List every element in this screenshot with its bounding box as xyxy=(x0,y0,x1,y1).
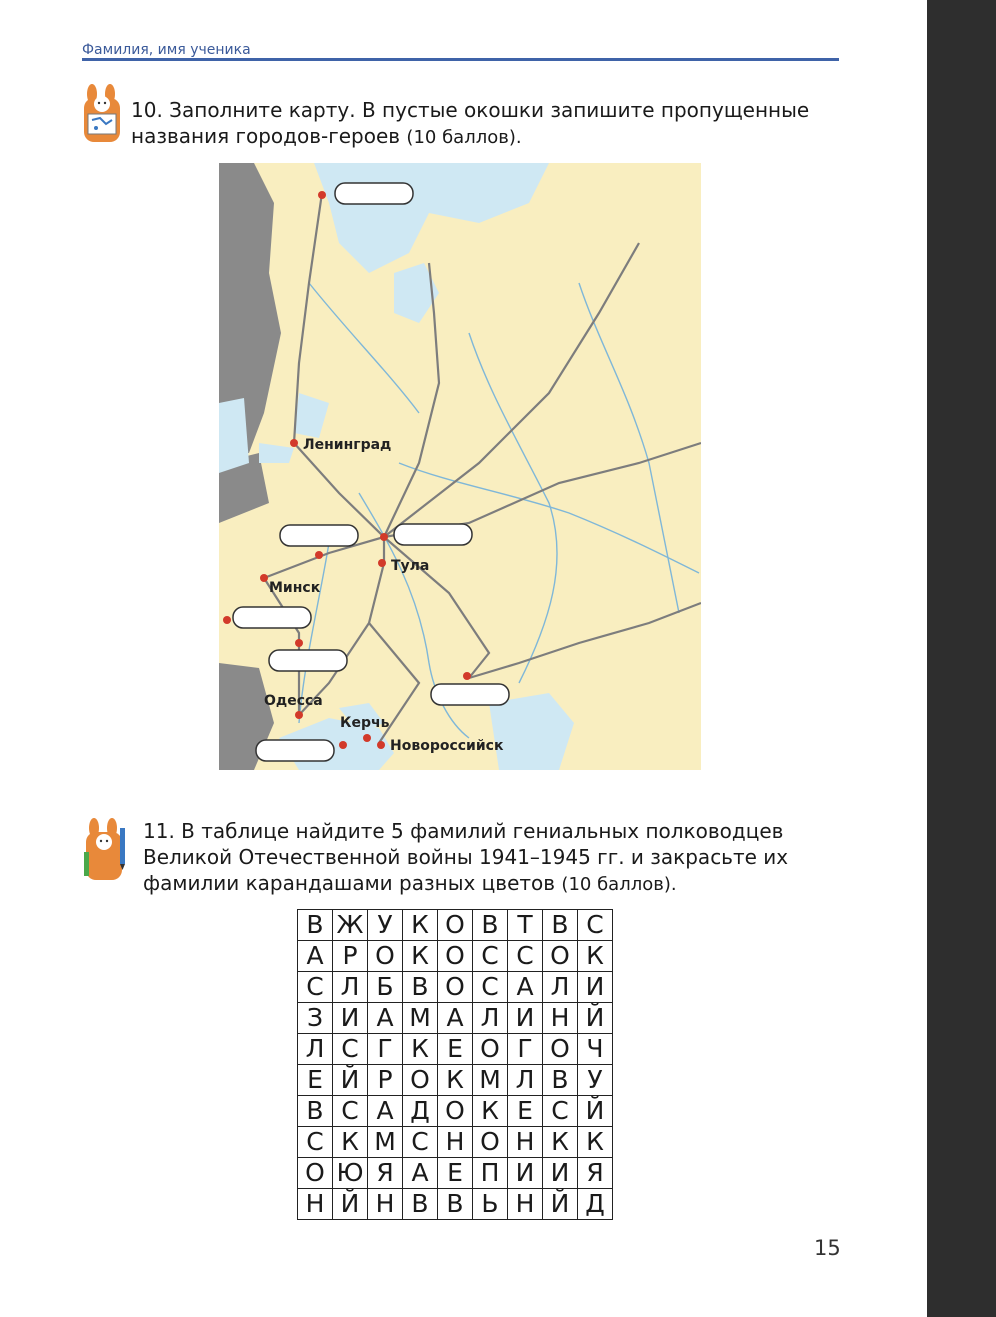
grid-cell[interactable]: Й xyxy=(333,1065,368,1096)
grid-cell[interactable]: В xyxy=(543,1065,578,1096)
mascot-map-icon xyxy=(80,84,124,146)
grid-cell[interactable]: С xyxy=(333,1034,368,1065)
grid-cell[interactable]: Ь xyxy=(473,1189,508,1220)
grid-cell[interactable]: У xyxy=(578,1065,613,1096)
grid-cell[interactable]: М xyxy=(368,1127,403,1158)
grid-cell[interactable]: Й xyxy=(333,1189,368,1220)
page-number: 15 xyxy=(814,1236,841,1260)
grid-row xyxy=(298,972,613,1003)
grid-cell[interactable]: В xyxy=(403,1189,438,1220)
grid-cell[interactable]: Л xyxy=(543,972,578,1003)
grid-cell[interactable]: Н xyxy=(298,1189,333,1220)
grid-cell[interactable]: В xyxy=(403,972,438,1003)
grid-cell[interactable]: А xyxy=(298,941,333,972)
grid-cell[interactable]: С xyxy=(473,941,508,972)
grid-cell[interactable]: С xyxy=(403,1127,438,1158)
grid-row xyxy=(298,1065,613,1096)
baltic-sea xyxy=(219,398,249,473)
grid-cell[interactable]: К xyxy=(578,1127,613,1158)
hero-cities-map xyxy=(219,163,701,770)
grid-cell[interactable]: О xyxy=(438,972,473,1003)
city-label-minsk: Минск xyxy=(269,580,321,596)
task-10-points: (10 баллов). xyxy=(406,127,522,148)
grid-cell[interactable]: Н xyxy=(508,1189,543,1220)
task-11-text xyxy=(143,818,823,898)
grid-cell[interactable]: О xyxy=(543,941,578,972)
grid-cell[interactable]: Й xyxy=(543,1189,578,1220)
grid-cell[interactable]: А xyxy=(403,1158,438,1189)
grid-row xyxy=(298,1096,613,1127)
grid-cell[interactable]: И xyxy=(543,1158,578,1189)
grid-cell[interactable]: О xyxy=(438,910,473,941)
grid-cell[interactable]: Й xyxy=(578,1003,613,1034)
grid-row xyxy=(298,1034,613,1065)
grid-cell[interactable]: В xyxy=(543,910,578,941)
answer-box-brest[interactable] xyxy=(280,525,358,546)
grid-cell[interactable]: К xyxy=(403,941,438,972)
grid-cell[interactable]: О xyxy=(473,1034,508,1065)
grid-cell[interactable]: Л xyxy=(333,972,368,1003)
grid-row xyxy=(298,1127,613,1158)
grid-cell[interactable]: П xyxy=(473,1158,508,1189)
grid-cell[interactable]: Р xyxy=(333,941,368,972)
grid-cell[interactable]: Л xyxy=(473,1003,508,1034)
grid-cell[interactable]: К xyxy=(543,1127,578,1158)
grid-row xyxy=(298,1189,613,1220)
grid-cell[interactable]: Д xyxy=(403,1096,438,1127)
grid-cell[interactable]: С xyxy=(508,941,543,972)
answer-box-murmansk[interactable] xyxy=(335,183,413,204)
grid-cell[interactable]: И xyxy=(508,1158,543,1189)
task-11-points: (10 баллов). xyxy=(561,874,677,895)
grid-cell[interactable]: Ж xyxy=(333,910,368,941)
grid-cell[interactable]: О xyxy=(438,941,473,972)
city-label-novorossiysk: Новороссийск xyxy=(390,738,504,754)
grid-cell[interactable]: Н xyxy=(438,1127,473,1158)
grid-cell[interactable]: С xyxy=(298,1127,333,1158)
grid-cell[interactable]: С xyxy=(333,1096,368,1127)
grid-cell[interactable]: Ю xyxy=(333,1158,368,1189)
grid-cell[interactable]: Н xyxy=(543,1003,578,1034)
grid-row xyxy=(298,910,613,941)
grid-cell[interactable]: О xyxy=(298,1158,333,1189)
grid-row xyxy=(298,1003,613,1034)
grid-cell[interactable]: С xyxy=(543,1096,578,1127)
grid-cell[interactable]: Е xyxy=(438,1158,473,1189)
city-label-tula: Тула xyxy=(391,558,430,574)
mascot-pencil-icon xyxy=(80,818,132,884)
grid-cell[interactable]: К xyxy=(403,910,438,941)
grid-cell[interactable]: Н xyxy=(368,1189,403,1220)
answer-box-moscow[interactable] xyxy=(394,524,472,545)
grid-cell[interactable]: Я xyxy=(368,1158,403,1189)
grid-cell[interactable]: С xyxy=(473,972,508,1003)
header-rule xyxy=(82,58,839,61)
task-10-question: 10. Заполните карту. В пустые окошки запишите пропущенные названия городов-героев xyxy=(131,98,810,148)
grid-cell[interactable]: О xyxy=(438,1096,473,1127)
grid-cell[interactable]: В xyxy=(298,1096,333,1127)
city-label-kerch: Керчь xyxy=(340,715,390,731)
grid-cell[interactable]: К xyxy=(473,1096,508,1127)
grid-cell[interactable]: Т xyxy=(508,910,543,941)
answer-box-stalingrad[interactable] xyxy=(431,684,509,705)
page-edge-bar xyxy=(927,0,996,1317)
grid-cell[interactable]: А xyxy=(368,1096,403,1127)
student-name-label: Фамилия, имя ученика xyxy=(82,42,251,58)
grid-cell[interactable]: Е xyxy=(298,1065,333,1096)
grid-cell[interactable]: И xyxy=(333,1003,368,1034)
grid-cell[interactable]: О xyxy=(543,1034,578,1065)
grid-cell[interactable]: У xyxy=(368,910,403,941)
grid-cell[interactable]: А xyxy=(368,1003,403,1034)
grid-row xyxy=(298,1158,613,1189)
grid-cell[interactable]: М xyxy=(473,1065,508,1096)
grid-cell[interactable]: И xyxy=(508,1003,543,1034)
grid-cell[interactable]: Ч xyxy=(578,1034,613,1065)
grid-cell[interactable]: Б xyxy=(368,972,403,1003)
grid-cell[interactable]: К xyxy=(438,1065,473,1096)
grid-cell[interactable]: Д xyxy=(578,1189,613,1220)
grid-cell[interactable]: А xyxy=(508,972,543,1003)
grid-cell[interactable]: О xyxy=(368,941,403,972)
grid-cell[interactable]: К xyxy=(578,941,613,972)
grid-cell[interactable]: А xyxy=(438,1003,473,1034)
grid-cell[interactable]: В xyxy=(473,910,508,941)
grid-cell[interactable]: Я xyxy=(578,1158,613,1189)
answer-box-sevastopol[interactable] xyxy=(256,740,334,761)
grid-cell[interactable]: О xyxy=(473,1127,508,1158)
grid-cell[interactable]: Е xyxy=(438,1034,473,1065)
city-label-odessa: Одесса xyxy=(264,693,323,709)
grid-cell[interactable]: Е xyxy=(508,1096,543,1127)
grid-cell[interactable]: Й xyxy=(578,1096,613,1127)
city-label-leningrad: Ленинград xyxy=(303,437,392,453)
grid-row xyxy=(298,941,613,972)
grid-cell[interactable]: К xyxy=(403,1034,438,1065)
grid-cell[interactable]: И xyxy=(578,972,613,1003)
grid-cell[interactable]: В xyxy=(298,910,333,941)
word-search-grid xyxy=(297,909,613,1220)
grid-cell[interactable]: М xyxy=(403,1003,438,1034)
answer-box-kiev[interactable] xyxy=(233,607,311,628)
grid-cell[interactable]: Г xyxy=(368,1034,403,1065)
task-11-question: 11. В таблице найдите 5 фамилий гениальных полководцев Великой Отечественной войны 1941–1945 гг. и закрасьте их фамилии карандашами разных цветов xyxy=(143,819,789,895)
grid-cell[interactable]: О xyxy=(403,1065,438,1096)
grid-cell[interactable]: С xyxy=(298,972,333,1003)
grid-cell[interactable]: Л xyxy=(298,1034,333,1065)
grid-cell[interactable]: С xyxy=(578,910,613,941)
grid-cell[interactable]: К xyxy=(333,1127,368,1158)
grid-cell[interactable]: Л xyxy=(508,1065,543,1096)
grid-cell[interactable]: З xyxy=(298,1003,333,1034)
task-10-text xyxy=(131,97,831,151)
grid-cell[interactable]: Г xyxy=(508,1034,543,1065)
answer-box-odessa-region[interactable] xyxy=(269,650,347,671)
grid-cell[interactable]: В xyxy=(438,1189,473,1220)
grid-cell[interactable]: Р xyxy=(368,1065,403,1096)
grid-cell[interactable]: Н xyxy=(508,1127,543,1158)
